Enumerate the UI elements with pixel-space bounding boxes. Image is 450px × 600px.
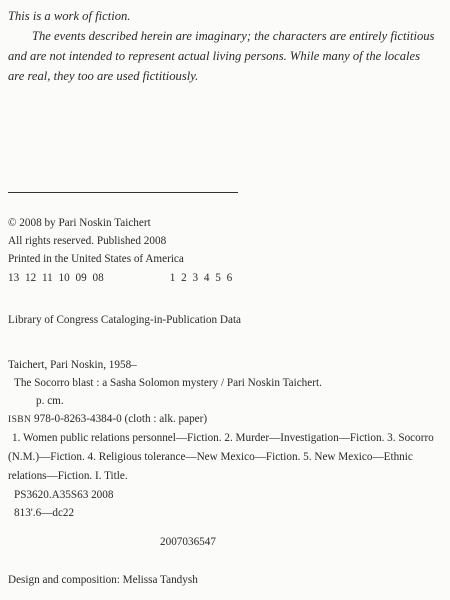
design-credit: Design and composition: Melissa Tandysh: [8, 574, 198, 586]
fiction-notice-body: The events described herein are imaginary; the characters are entirely fictitious and are not intended to represent actual living persons. While many of the locales are real, they too are used fictitiously.: [8, 29, 435, 83]
cip-dewey: 813'.6—dc22: [14, 507, 75, 519]
cip-title: The Socorro blast : a Sasha Solomon mystery / Pari Noskin Taichert.: [14, 377, 322, 389]
cip-isbn-line: [8, 410, 440, 429]
printed-line: Printed in the United States of America: [8, 253, 184, 265]
cip-author: Taichert, Pari Noskin, 1958–: [8, 359, 137, 371]
isbn-value: 978-0-8263-4384-0 (cloth : alk. paper): [34, 413, 208, 425]
printing-impressions: 1 2 3 4 5 6: [169, 272, 233, 284]
printing-numbers: [8, 272, 232, 284]
rights-line: All rights reserved. Published 2008: [8, 235, 167, 247]
cip-subjects: 1. Women public relations personnel—Fiction. 2. Murder—Investigation—Fiction. 3. Socorro (N.M.)—Fiction. 4. Religious tolerance—New Mexico—Fiction. 5. New Mexico—Ethnic relations—Fiction. I. Title.: [8, 432, 434, 482]
cip-pages: p. cm.: [36, 395, 64, 407]
isbn-label: ISBN: [8, 415, 32, 425]
copyright-block: [8, 214, 184, 268]
copyright-line: © 2008 by Pari Noskin Taichert: [8, 217, 151, 229]
cip-heading: Library of Congress Cataloging-in-Publication Data: [8, 314, 242, 326]
cip-record: [8, 356, 440, 522]
divider-rule: [8, 192, 238, 193]
cip-lc-call: PS3620.A35S63 2008: [14, 489, 114, 501]
fiction-notice: [8, 6, 438, 86]
fiction-notice-line1: This is a work of fiction.: [8, 9, 131, 23]
printing-years: 13 12 11 10 09 08: [8, 272, 104, 284]
lc-control-number: 2007036547: [160, 536, 216, 548]
